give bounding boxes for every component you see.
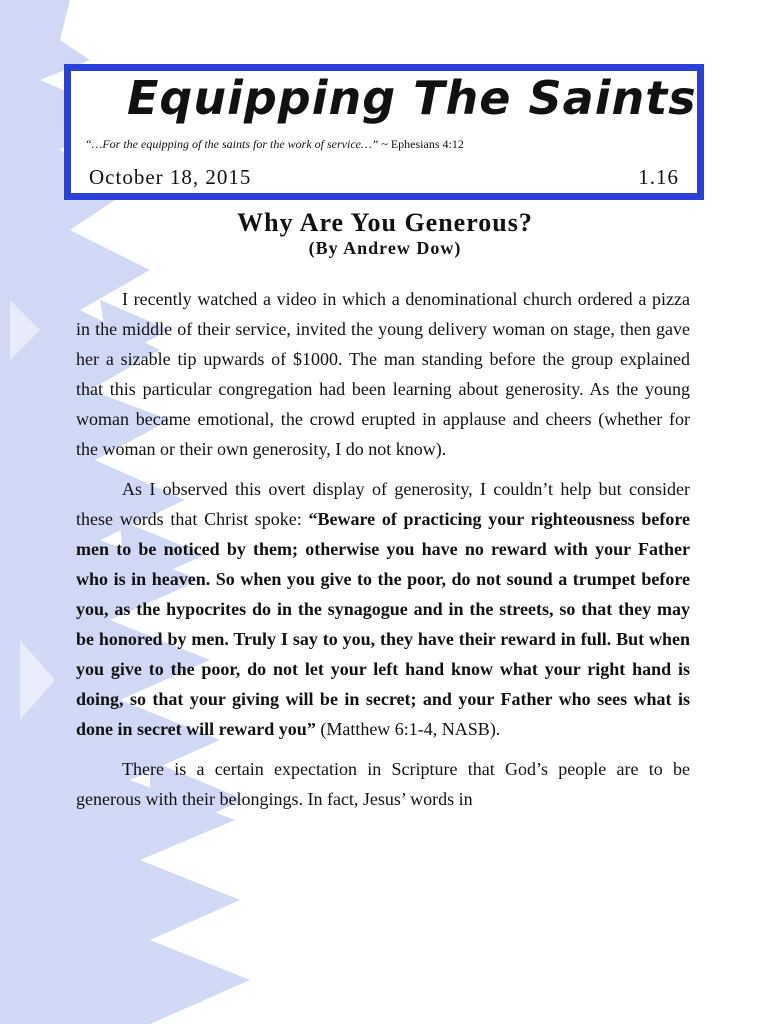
- issue-date: October 18, 2015: [89, 165, 252, 189]
- paragraph-2: [76, 474, 690, 744]
- paragraph-1: I recently watched a video in which a denominational church ordered a pizza in the middle of their service, invited the young delivery woman on stage, then gave her a sizable tip upwards of $1000. The man standing before the group explained that this particular congregation had been learning about generosity. As the young woman became emotional, the crowd erupted in applause and cheers (whether for the woman or their own generosity, I do not know).: [76, 289, 690, 459]
- masthead-subtitle-separator: ~: [378, 137, 391, 151]
- masthead-subtitle-reference: Ephesians 4:12: [390, 137, 464, 151]
- masthead-subtitle-quote: “…For the equipping of the saints for the work of service…”: [85, 137, 379, 151]
- article-title: Why Are You Generous?: [237, 208, 533, 237]
- paragraph-3: There is a certain expectation in Scripture that God’s people are to be generous with their belongings. In fact, Jesus’ words in: [76, 759, 690, 809]
- masthead-title: Equipping The Saints: [127, 71, 697, 125]
- article-body: [76, 284, 690, 824]
- scripture-quote: “Beware of practicing your righteousness before men to be noticed by them; otherwise you have no reward with your Father who is in heaven. So when you give to the poor, do not sound a trumpet before you, as the hypocrites do in the synagogue and in the streets, so that they may be honored by men. Truly I say to you, they have their reward in full. But when you give to the poor, do not let your left hand know what your right hand is doing, so that your giving will be in secret; and your Father who sees what is done in secret will reward you”: [76, 509, 690, 739]
- masthead-box: [64, 64, 704, 200]
- article-byline: (By Andrew Dow): [308, 238, 462, 258]
- masthead-subtitle: [85, 137, 695, 152]
- issue-number: 1.16: [638, 165, 679, 189]
- scripture-citation: (Matthew 6:1-4, NASB).: [315, 719, 501, 739]
- paragraph-2-intro: As I observed this overt display of generosity, I couldn’t help but consider these words that Christ spoke:: [76, 479, 690, 529]
